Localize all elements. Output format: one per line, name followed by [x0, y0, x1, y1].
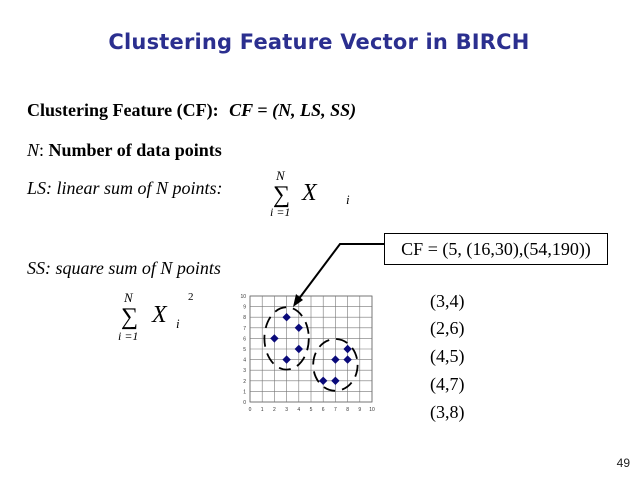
data-point-marker: [270, 334, 278, 342]
cf-label: Clustering Feature (CF):: [27, 100, 219, 120]
data-point-marker: [282, 355, 290, 363]
data-point-marker: [319, 377, 327, 385]
scatter-chart: [230, 290, 380, 420]
data-point-marker: [295, 345, 303, 353]
x-tick-label: 7: [334, 407, 337, 413]
data-point-marker: [295, 324, 303, 332]
x-tick-label: 8: [346, 407, 349, 413]
y-tick-label: 6: [243, 336, 246, 343]
cf-definition-line: [27, 100, 356, 121]
x-tick-label: 1: [260, 407, 264, 413]
point-label-1: (3,4): [430, 291, 465, 311]
x-tick-label: 9: [358, 407, 362, 413]
data-point-marker: [343, 355, 351, 363]
x-tick-label: 10: [369, 407, 375, 413]
x-tick-label: 6: [321, 407, 325, 413]
point-label-4: (4,7): [430, 374, 465, 394]
ss-variable: X: [152, 302, 167, 328]
ss-sigma: ∑: [121, 304, 139, 330]
x-tick-label: 5: [309, 407, 313, 413]
ss-subscript: i: [176, 316, 180, 331]
y-tick-label: 9: [243, 304, 246, 311]
ls-definition-line: LS: linear sum of N points:: [27, 178, 223, 198]
n-definition-line: [27, 140, 222, 161]
ls-sigma: ∑: [273, 182, 291, 208]
data-point-marker: [282, 313, 290, 321]
x-tick-label: 2: [273, 407, 276, 413]
ss-superscript: 2: [188, 291, 194, 303]
y-tick-label: 3: [243, 368, 246, 375]
ss-sum-formula: [116, 288, 226, 346]
ls-subscript: i: [346, 192, 350, 207]
n-variable: N: [27, 140, 40, 160]
x-tick-label: 0: [248, 407, 252, 413]
n-separator: :: [39, 140, 49, 160]
ls-sum-formula: [268, 164, 378, 222]
ss-upper-limit: N: [124, 290, 133, 305]
y-tick-label: 10: [240, 294, 246, 300]
ls-variable: X: [302, 180, 317, 206]
x-tick-label: 3: [285, 407, 288, 413]
cf-formula: CF = (N, LS, SS): [229, 100, 357, 120]
y-tick-label: 1: [243, 389, 246, 396]
n-description: Number of data points: [48, 140, 222, 160]
y-tick-label: 8: [243, 315, 246, 322]
ss-definition-line: SS: square sum of N points: [27, 258, 221, 278]
cf-result-box: CF = (5, (16,30),(54,190)): [384, 233, 608, 265]
page-number: 49: [616, 456, 630, 470]
slide-title: Clustering Feature Vector in BIRCH: [108, 30, 530, 54]
y-tick-label: 0: [243, 400, 246, 406]
ls-upper-limit: N: [276, 168, 285, 183]
point-label-5: (3,8): [430, 402, 465, 422]
data-point-marker: [331, 377, 339, 385]
point-label-2: (2,6): [430, 318, 465, 338]
ss-lower-limit: i =1: [118, 329, 139, 343]
x-tick-label: 4: [297, 407, 301, 413]
y-tick-label: 2: [243, 378, 246, 385]
ls-lower-limit: i =1: [270, 205, 291, 219]
data-point-marker: [331, 355, 339, 363]
data-point-marker: [343, 345, 351, 353]
y-tick-label: 4: [243, 357, 246, 364]
point-label-3: (4,5): [430, 346, 465, 366]
y-tick-label: 7: [243, 325, 246, 332]
y-tick-label: 5: [243, 347, 246, 353]
